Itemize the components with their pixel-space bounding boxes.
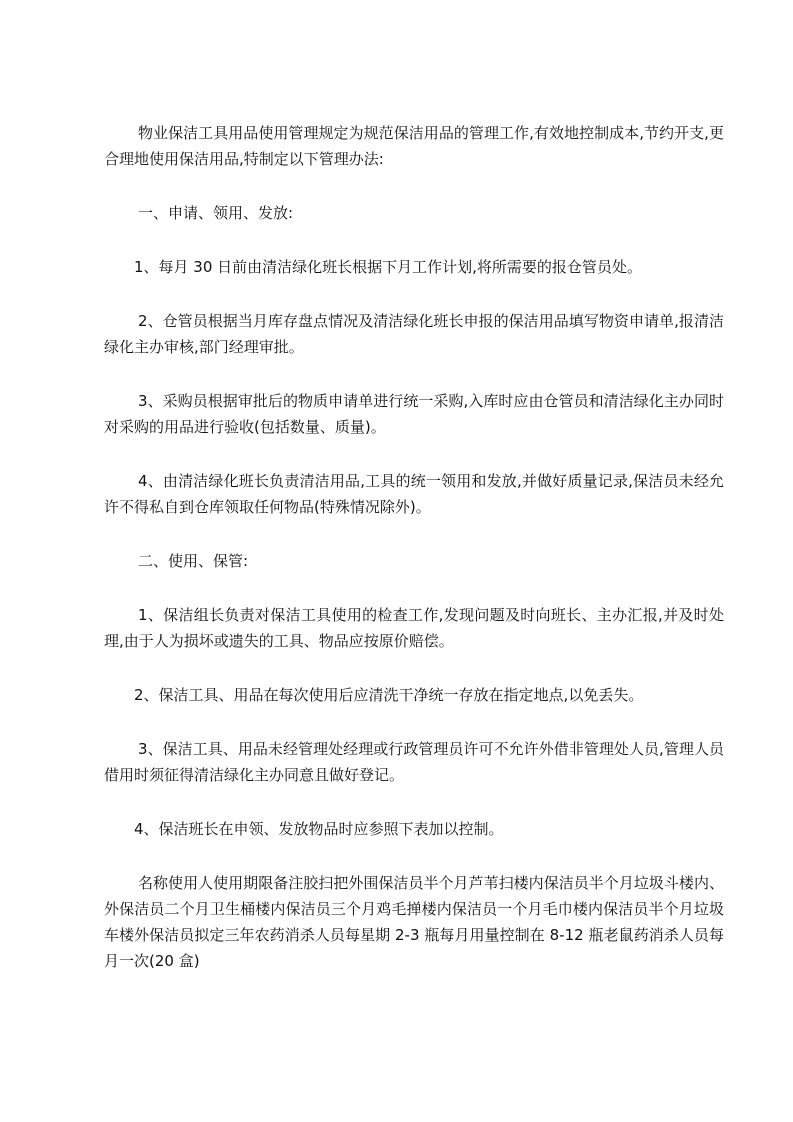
use-item-2: 2、保洁工具、用品在每次使用后应清洗干净统一存放在指定地点,以免丢失。 — [134, 686, 644, 704]
supply-table-text: 名称使用人使用期限备注胶扫把外围保洁员半个月芦苇扫楼内保洁员半个月垃圾斗楼内、外保洁员二个月卫生桶楼内保洁员三个月鸡毛掸楼内保洁员一个月毛巾楼内保洁员半个月垃圾车楼外保洁员拟定三年农药消杀人员每星期 2-3 瓶每月用量控制在 8-12 瓶老鼠药消杀人员每月一次(20 盒) — [104, 874, 724, 970]
use-item-3: 3、保洁工具、用品未经管理处经理或行政管理员许可不允许外借非管理处人员,管理人员借用时须征得清洁绿化主办同意且做好登记。 — [104, 740, 724, 784]
apply-item-1: 1、每月 30 日前由清洁绿化班长根据下月工作计划,将所需要的报仓管员处。 — [134, 258, 642, 276]
apply-item-3: 3、采购员根据审批后的物质申请单进行统一采购,入库时应由仓管员和清洁绿化主办同时对采购的用品进行验收(包括数量、质量)。 — [104, 392, 724, 436]
section-heading-apply: 一、申请、领用、发放: — [138, 204, 294, 222]
intro-paragraph: 物业保洁工具用品使用管理规定为规范保洁用品的管理工作,有效地控制成本,节约开支,更合理地使用保洁用品,特制定以下管理办法: — [104, 124, 724, 168]
document-body — [104, 120, 724, 1002]
use-item-4: 4、保洁班长在申领、发放物品时应参照下表加以控制。 — [134, 820, 504, 838]
apply-item-2: 2、仓管员根据当月库存盘点情况及清洁绿化班长申报的保洁用品填写物资申请单,报清洁绿化主办审核,部门经理审批。 — [104, 312, 724, 356]
section-heading-use: 二、使用、保管: — [138, 552, 249, 570]
use-item-1: 1、保洁组长负责对保洁工具使用的检查工作,发现问题及时向班长、主办汇报,并及时处理,由于人为损坏或遗失的工具、物品应按原价赔偿。 — [104, 606, 724, 650]
apply-item-4: 4、由清洁绿化班长负责清洁用品,工具的统一领用和发放,并做好质量记录,保洁员未经允许不得私自到仓库领取任何物品(特殊情况除外)。 — [104, 472, 724, 516]
